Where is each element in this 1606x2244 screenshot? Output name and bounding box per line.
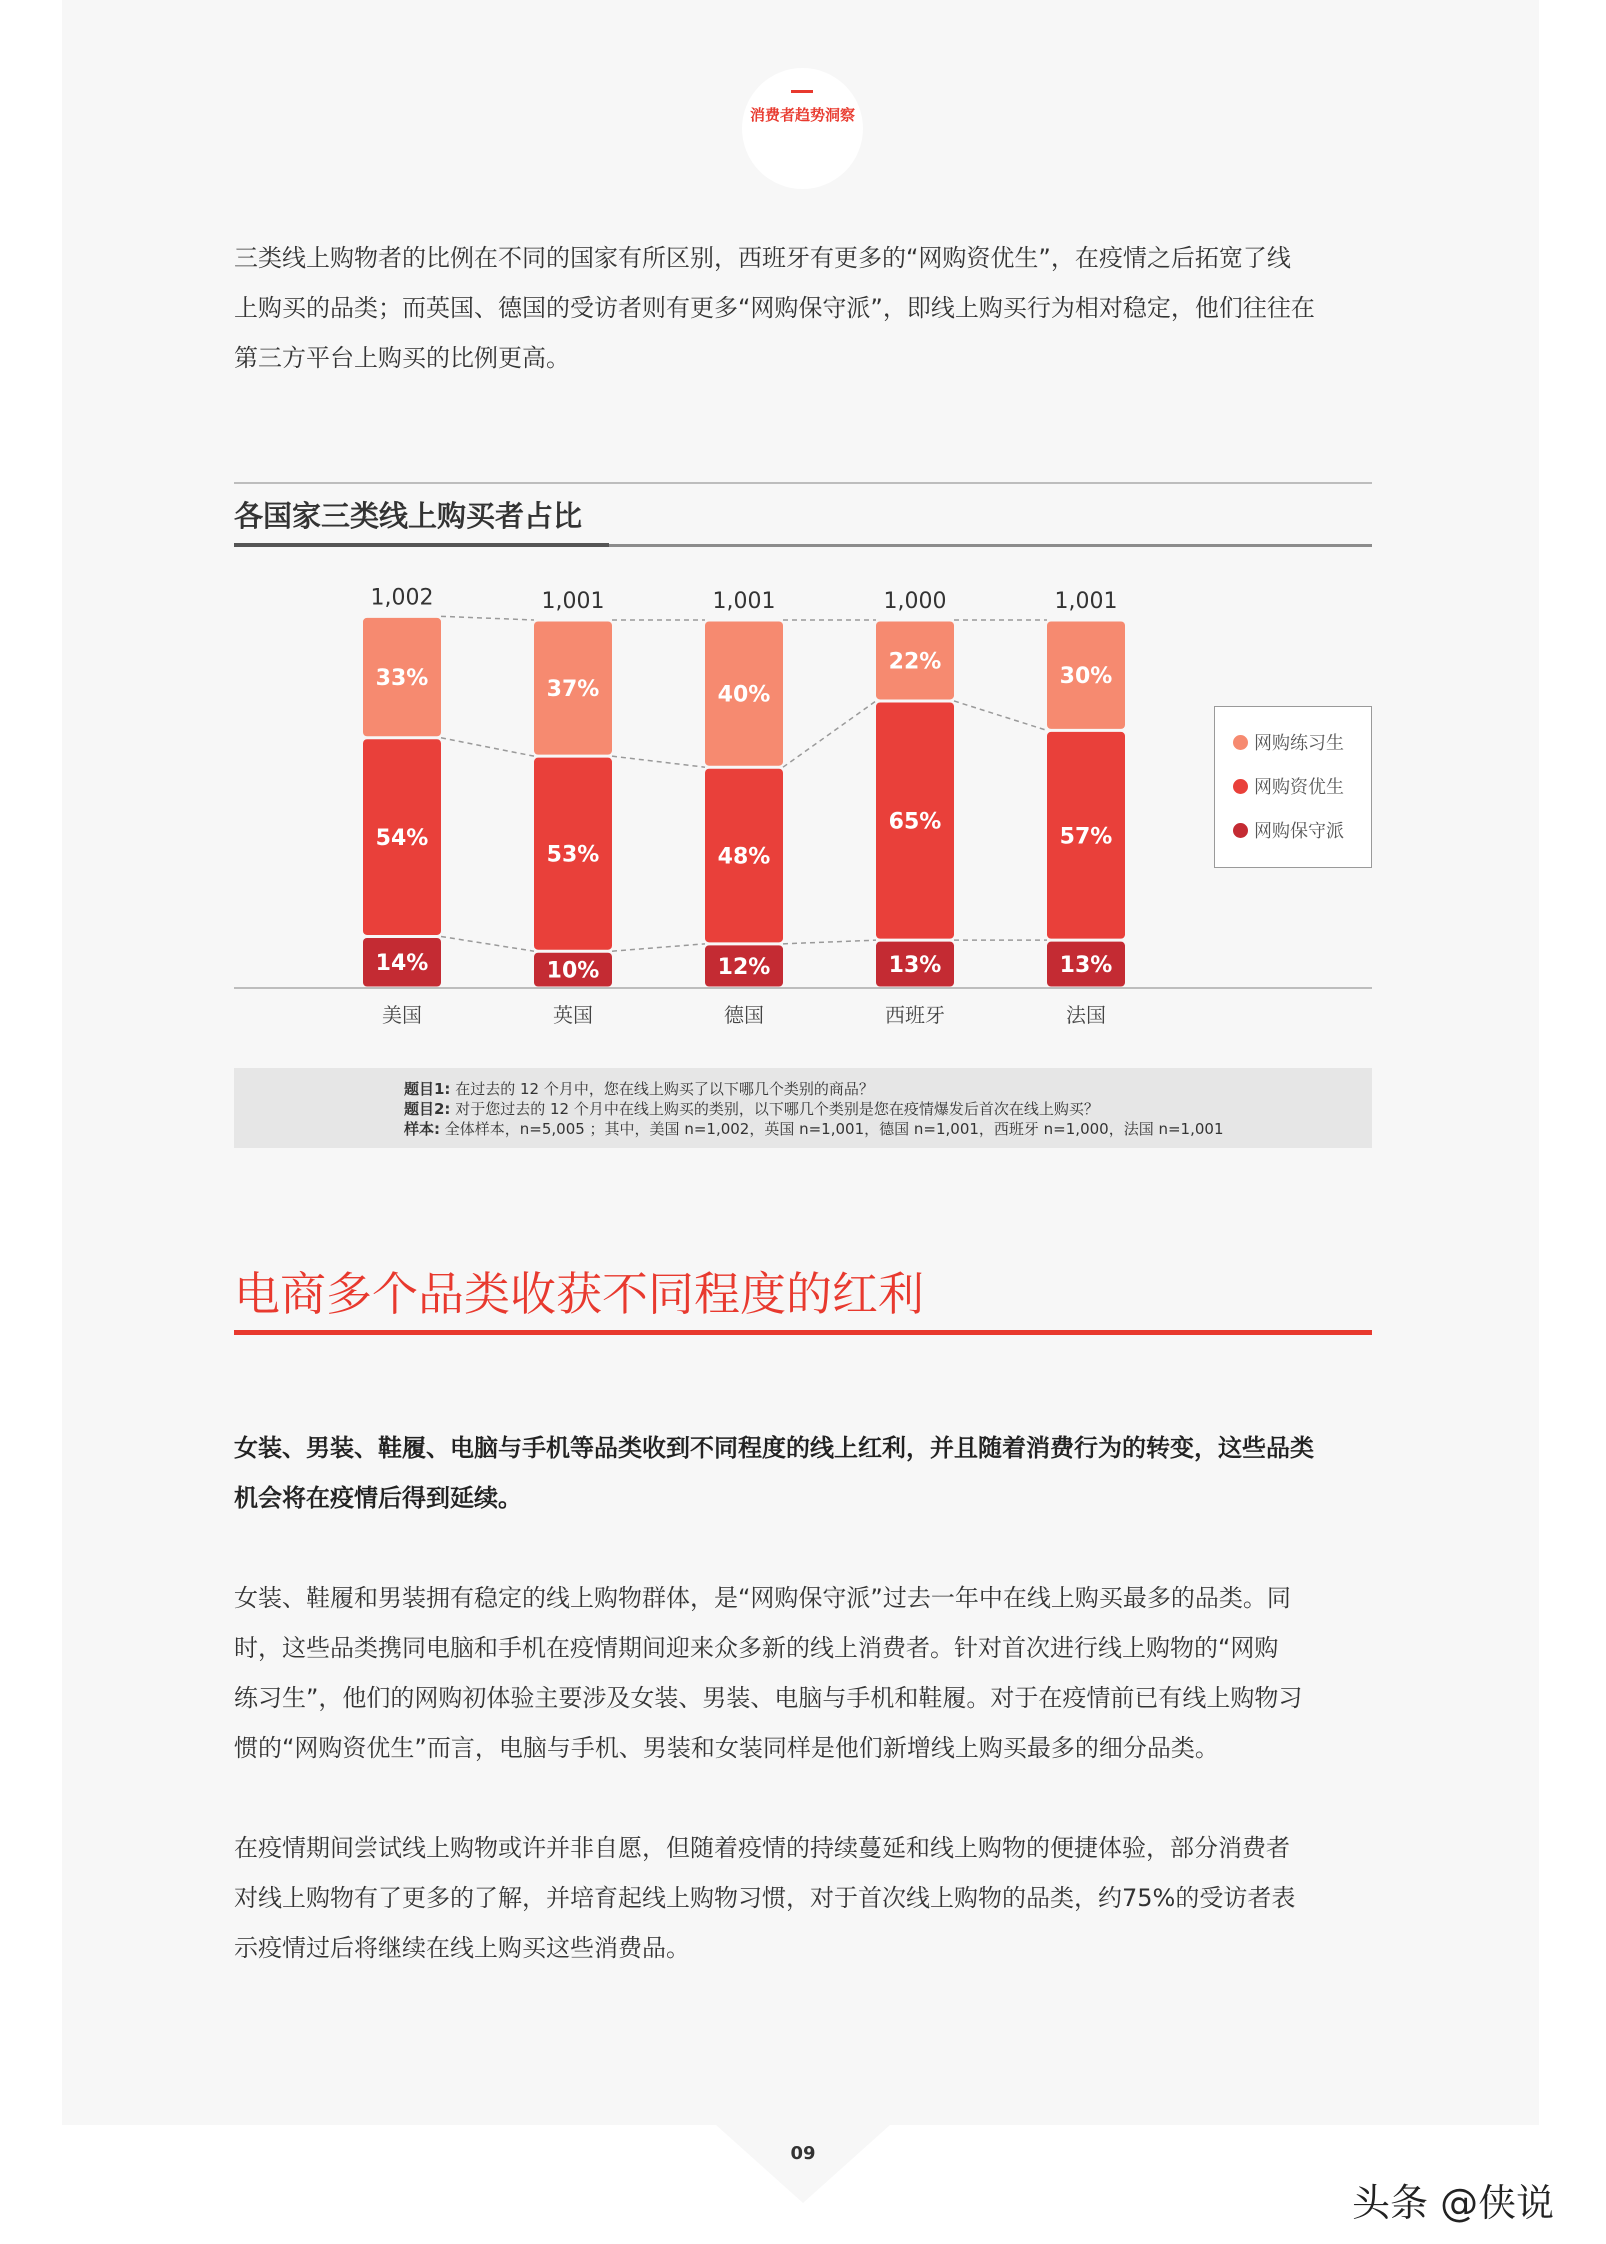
bar-data-label: 22% — [888, 649, 942, 675]
bar-data-label: 65% — [888, 809, 942, 835]
legend-label: 网购资优生 — [1254, 777, 1344, 798]
text-line: 时，这些品类携同电脑和手机在疫情期间迎来众多新的线上消费者。针对首次进行线上购物的“网购 — [234, 1634, 1279, 1662]
legend-dot — [1233, 823, 1248, 838]
connector-line — [441, 738, 534, 756]
category-label: 法国 — [1066, 1003, 1106, 1027]
connector-line — [954, 701, 1047, 730]
bar-total-label: 1,001 — [541, 589, 605, 614]
chart-legend — [1214, 706, 1372, 868]
bar-data-label: 30% — [1059, 664, 1113, 690]
connector-line — [441, 936, 534, 951]
category-label: 德国 — [724, 1003, 764, 1027]
text-line: 第三方平台上购买的比例更高。 — [234, 344, 570, 372]
bar-total-label: 1,002 — [370, 585, 434, 611]
legend-dot — [1233, 779, 1248, 794]
footer-notch — [716, 2125, 890, 2203]
legend-item-conservative — [1233, 817, 1344, 843]
header-dash — [791, 90, 813, 93]
intro-paragraph — [234, 233, 1374, 383]
category-label: 英国 — [553, 1003, 593, 1027]
legend-label: 网购练习生 — [1254, 733, 1344, 754]
text-line: 练习生”，他们的网购初体验主要涉及女装、男装、电脑与手机和鞋履。对于在疫情前已有线上购物习 — [234, 1684, 1303, 1712]
text-line: 女装、男装、鞋履、电脑与手机等品类收到不同程度的线上红利，并且随着消费行为的转变，这些品类 — [234, 1434, 1314, 1462]
text-line: 对线上购物有了更多的了解，并培育起线上购物习惯，对于首次线上购物的品类，约75%的受访者表 — [234, 1884, 1296, 1912]
chart-notes — [234, 1068, 1372, 1148]
connector-line — [441, 616, 534, 620]
text-line: 示疫情过后将继续在线上购买这些消费品。 — [234, 1934, 690, 1962]
bar-data-label: 13% — [888, 953, 942, 979]
bar-data-label: 37% — [546, 677, 600, 703]
category-label: 美国 — [382, 1003, 422, 1027]
category-label: 西班牙 — [885, 1003, 945, 1027]
bar-data-label: 57% — [1059, 824, 1113, 850]
section-paragraph-3 — [234, 1823, 1374, 1973]
connector-line — [612, 756, 705, 767]
bar-data-label: 40% — [717, 682, 771, 708]
legend-dot — [1233, 735, 1248, 750]
chart-title: 各国家三类线上购买者占比 — [234, 499, 583, 533]
header-label: 消费者趋势洞察 — [749, 106, 855, 124]
bar-total-label: 1,001 — [1054, 589, 1118, 614]
connector-line — [783, 701, 876, 767]
bar-total-label: 1,001 — [712, 589, 776, 614]
watermark: 头条 @侠说 — [1352, 2181, 1555, 2225]
connector-line — [612, 944, 705, 951]
stacked-bar-chart — [234, 560, 1374, 1040]
text-line: 上购买的品类；而英国、德国的受访者则有更多“网购保守派”，即线上购买行为相对稳定，他们往往在 — [234, 294, 1315, 322]
connector-line — [783, 940, 876, 944]
text-line: 在疫情期间尝试线上购物或许并非自愿，但随着疫情的持续蔓延和线上购物的便捷体验，部分消费者 — [234, 1834, 1290, 1862]
bar-data-label: 33% — [375, 666, 429, 692]
bar-data-label: 48% — [717, 844, 771, 870]
bar-data-label: 14% — [375, 951, 429, 977]
bar-data-label: 53% — [546, 842, 600, 868]
text-line: 机会将在疫情后得到延续。 — [234, 1484, 522, 1512]
legend-item-practice — [1233, 729, 1344, 755]
text-line: 三类线上购物者的比例在不同的国家有所区别，西班牙有更多的“网购资优生”，在疫情之后拓宽了线 — [234, 244, 1291, 272]
legend-label: 网购保守派 — [1254, 821, 1344, 842]
section-rule — [234, 1330, 1372, 1335]
bar-data-label: 10% — [546, 958, 600, 984]
note-sample: 样本: 全体样本，n=5,005 ；其中，美国 n=1,002，英国 n=1,001，德国 n=1,001，西班牙 n=1,000，法国 n=1,001 — [404, 1120, 1224, 1138]
bar-total-label: 1,000 — [883, 589, 947, 614]
bar-data-label: 12% — [717, 954, 771, 980]
bar-data-label: 54% — [375, 826, 429, 852]
header-badge — [742, 68, 863, 189]
text-line: 惯的“网购资优生”而言，电脑与手机、男装和女装同样是他们新增线上购买最多的细分品类。 — [234, 1734, 1219, 1762]
legend-item-advanced — [1233, 773, 1344, 799]
note-q1: 题目1: 在过去的 12 个月中，您在线上购买了以下哪几个类别的商品？ — [404, 1080, 874, 1098]
section-heading: 电商多个品类收获不同程度的红利 — [234, 1267, 924, 1321]
page-number: 09 — [790, 2143, 816, 2164]
bar-data-label: 13% — [1059, 953, 1113, 979]
chart-rule-bottom — [234, 544, 1372, 547]
section-paragraph-2 — [234, 1573, 1374, 1773]
chart-rule-top — [234, 482, 1372, 484]
text-line: 女装、鞋履和男装拥有稳定的线上购物群体，是“网购保守派”过去一年中在线上购买最多的品类。同 — [234, 1584, 1291, 1612]
note-q2: 题目2: 对于您过去的 12 个月中在线上购买的类别，以下哪几个类别是您在疫情爆发后首次在线上购买？ — [404, 1100, 1099, 1118]
section-lead — [234, 1423, 1374, 1523]
